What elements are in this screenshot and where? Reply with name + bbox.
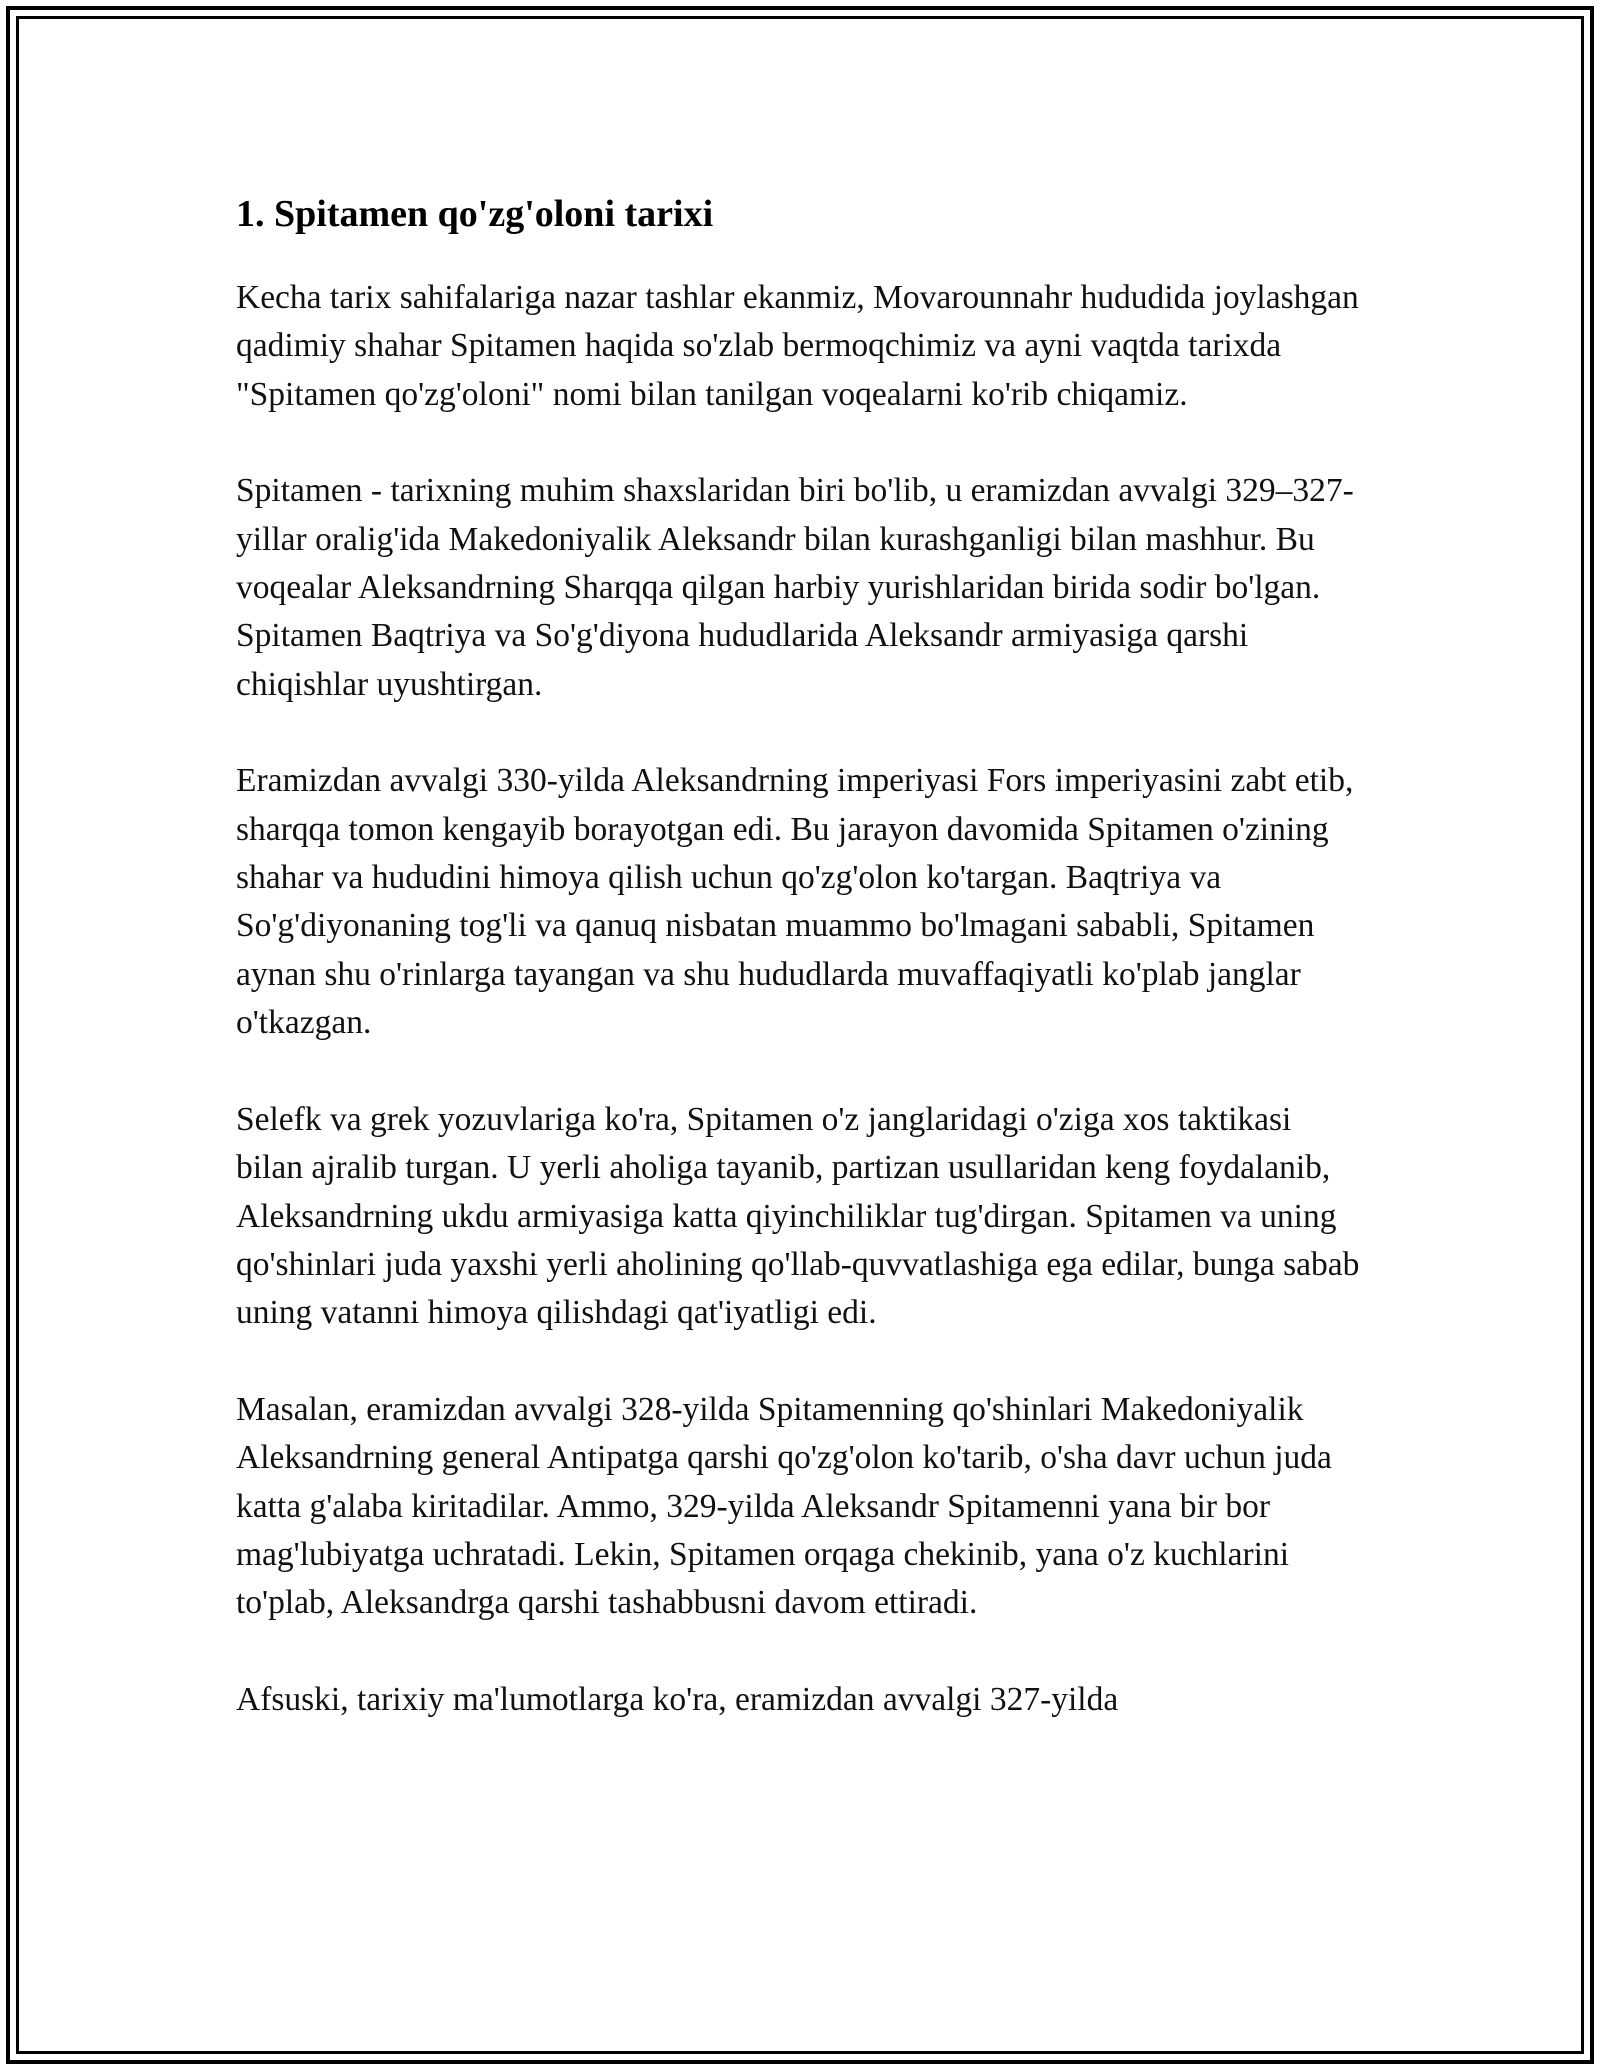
section-heading: 1. Spitamen qo'zg'oloni tarixi [236,193,714,235]
paragraph-1: Kecha tarix sahifalariga nazar tashlar ekanmiz, Movarounnahr hududida joylashgan qadimiy shahar Spitamen haqida so'zlab bermoqchimiz va ayni vaqtda tarixda "Spitamen qo'zg'oloni" nomi bilan tanilgan voqealarni ko'rib chiqamiz. [236,279,1359,413]
paragraph-4: Selefk va grek yozuvlariga ko'ra, Spitamen o'z janglaridagi o'ziga xos taktikasi bilan ajralib turgan. U yerli aholiga tayanib, partizan usullaridan keng foydalanib, Aleksandrning ukdu armiyasiga katta qiyinchiliklar tug'dirgan. Spitamen va uning qo'shinlari juda yaxshi yerli aholining qo'llab-quvvatlashiga ega edilar, bunga sabab uning vatanni himoya qilishdagi qat'iyatligi edi. [236,1100,1360,1332]
paragraph-6: Afsuski, tarixiy ma'lumotlarga ko'ra, eramizdan avvalgi 327-yilda [236,1680,1119,1718]
paragraph-2: Spitamen - tarixning muhim shaxslaridan biri bo'lib, u eramizdan avvalgi 329–327-yillar oralig'ida Makedoniyalik Aleksandr bilan kurashganligi bilan mashhur. Bu voqealar Aleksandrning Sharqqa qilgan harbiy yurishlaridan birida sodir bo'lgan. Spitamen Baqtriya va So'g'diyona hududlarida Aleksandr armiyasiga qarshi chiqishlar uyushtirgan. [236,472,1354,703]
document-body [236,188,1366,1772]
paragraph-3: Eramizdan avvalgi 330-yilda Aleksandrning imperiyasi Fors imperiyasini zabt etib, sharqqa tomon kengayib borayotgan edi. Bu jarayon davomida Spitamen o'zining shahar va hududini himoya qilish uchun qo'zg'olon ko'targan. Baqtriya va So'g'diyonaning tog'li va qanuq nisbatan muammo bo'lmagani sababli, Spitamen aynan shu o'rinlarga tayangan va shu hududlarda muvaffaqiyatli ko'plab janglar o'tkazgan. [236,762,1354,1042]
paragraph-5: Masalan, eramizdan avvalgi 328-yilda Spitamenning qo'shinlari Makedoniyalik Aleksandrning general Antipatga qarshi qo'zg'olon ko'tarib, o'sha davr uchun juda katta g'alaba kiritadilar. Ammo, 329-yilda Aleksandr Spitamenni yana bir bor mag'lubiyatga uchratadi. Lekin, Spitamen orqaga chekinib, yana o'z kuchlarini to'plab, Aleksandrga qarshi tashabbusni davom ettiradi. [236,1390,1332,1622]
